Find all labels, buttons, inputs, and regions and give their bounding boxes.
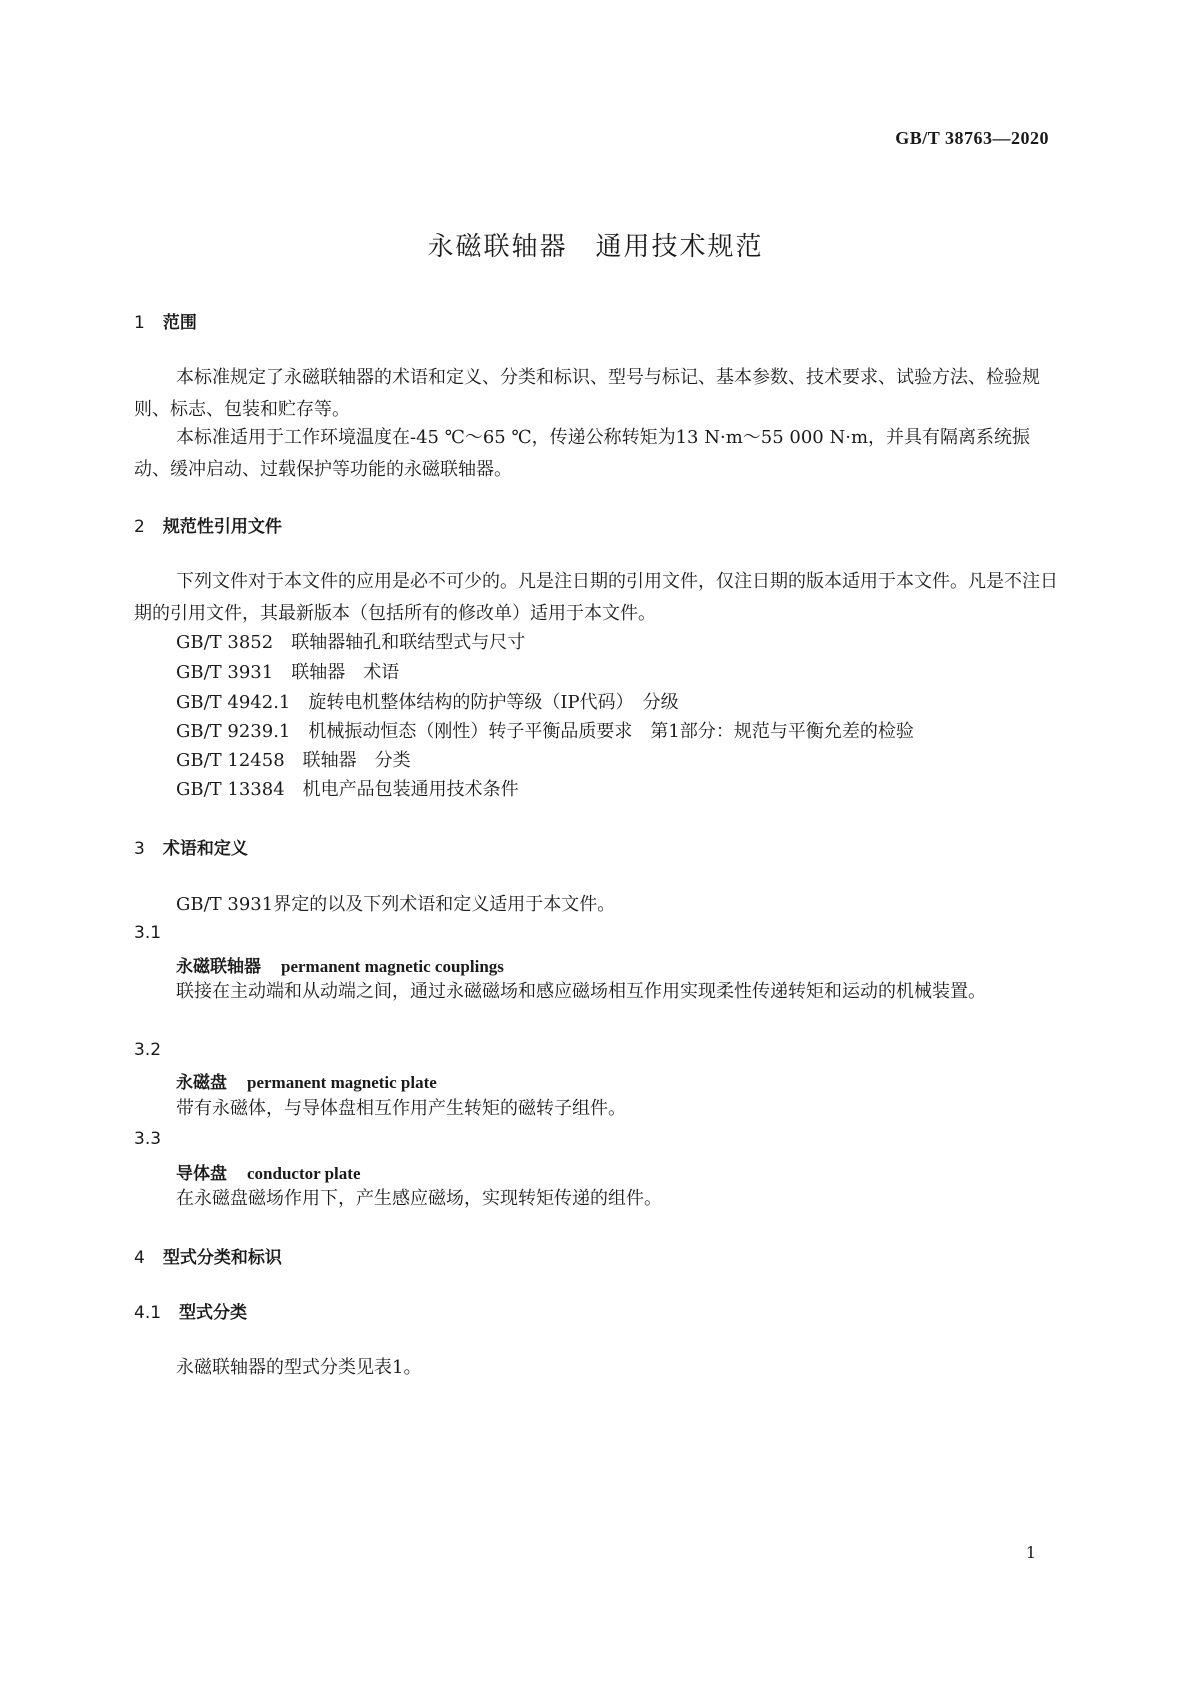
page-number: 1 <box>1025 1543 1036 1562</box>
section-4-heading <box>134 1243 282 1268</box>
section-title: 术语和定义 <box>162 839 248 859</box>
term-chinese: 导体盘 <box>176 1164 227 1184</box>
term-number: 3.3 <box>134 1129 162 1149</box>
reference-item: GB/T 9239.1 机械振动恒态（刚性）转子平衡品质要求 第1部分：规范与平衡允差的检验 <box>176 721 914 742</box>
document-title: 永磁联轴器 通用技术规范 <box>427 232 764 262</box>
subsection-number: 4.1 <box>134 1303 162 1323</box>
term-heading <box>176 1159 361 1184</box>
subsection-4-1-paragraph: 永磁联轴器的型式分类见表1。 <box>176 1357 422 1378</box>
section-2-paragraph-1: 下列文件对于本文件的应用是必不可少的。凡是注日期的引用文件，仅注日期的版本适用于本文件。凡是不注日期的引用文件，其最新版本（包括所有的修改单）适用于本文件。 <box>134 571 1058 624</box>
reference-item: GB/T 4942.1 旋转电机整体结构的防护等级（IP代码） 分级 <box>176 692 679 713</box>
term-definition: 联接在主动端和从动端之间，通过永磁磁场和感应磁场相互作用实现柔性传递转矩和运动的机械装置。 <box>176 981 986 1002</box>
term-definition: 在永磁盘磁场作用下，产生感应磁场，实现转矩传递的组件。 <box>176 1188 662 1209</box>
term-english: permanent magnetic plate <box>247 1073 437 1092</box>
section-number: 2 <box>134 517 145 537</box>
section-3-heading <box>134 834 248 859</box>
term-chinese: 永磁盘 <box>176 1073 227 1093</box>
section-1-heading <box>134 308 197 333</box>
reference-item: GB/T 12458 联轴器 分类 <box>176 750 411 771</box>
term-number: 3.2 <box>134 1040 162 1060</box>
term-english: conductor plate <box>247 1164 361 1183</box>
term-definition: 带有永磁体，与导体盘相互作用产生转矩的磁转子组件。 <box>176 1098 626 1119</box>
section-title: 型式分类和标识 <box>162 1248 282 1268</box>
section-2-heading <box>134 512 282 537</box>
subsection-4-1-heading <box>134 1298 247 1323</box>
section-title: 范围 <box>162 313 197 333</box>
section-1-paragraph-2: 本标准适用于工作环境温度在-45 ℃～65 ℃，传递公称转矩为13 N·m～55 000 N·m，并具有隔离系统振动、缓冲启动、过载保护等功能的永磁联轴器。 <box>134 427 1031 480</box>
section-number: 3 <box>134 839 145 859</box>
reference-item: GB/T 3852 联轴器轴孔和联结型式与尺寸 <box>176 632 526 653</box>
document-code: GB/T 38763—2020 <box>895 128 1049 148</box>
term-heading <box>176 952 504 977</box>
section-title: 规范性引用文件 <box>162 517 282 537</box>
term-number: 3.1 <box>134 923 162 943</box>
term-english: permanent magnetic couplings <box>281 957 504 976</box>
term-chinese: 永磁联轴器 <box>176 957 261 977</box>
term-heading <box>176 1068 437 1093</box>
subsection-title: 型式分类 <box>179 1303 248 1323</box>
section-number: 1 <box>134 313 145 333</box>
reference-item: GB/T 3931 联轴器 术语 <box>176 662 400 683</box>
reference-item: GB/T 13384 机电产品包装通用技术条件 <box>176 779 519 800</box>
section-number: 4 <box>134 1248 145 1268</box>
section-3-paragraph-1: GB/T 3931界定的以及下列术语和定义适用于本文件。 <box>176 894 616 915</box>
section-1-paragraph-1: 本标准规定了永磁联轴器的术语和定义、分类和标识、型号与标记、基本参数、技术要求、试验方法、检验规则、标志、包装和贮存等。 <box>134 367 1040 420</box>
